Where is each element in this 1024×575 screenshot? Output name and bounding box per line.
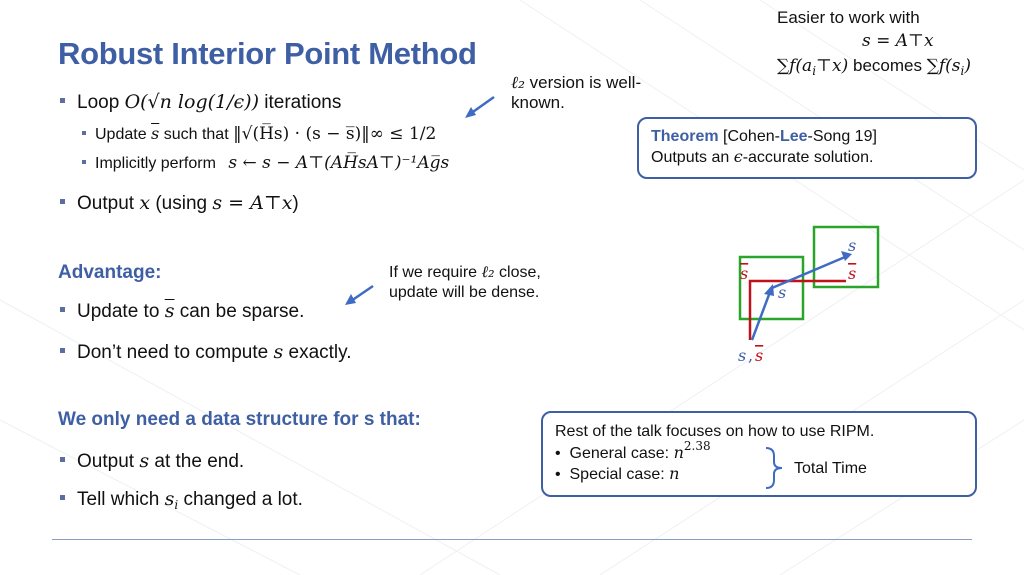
sub-bullet-marker — [82, 160, 86, 164]
top-note-sub-i: i — [812, 64, 817, 78]
update-mid: such that — [163, 126, 229, 143]
implicit-math: s ← s − A⊤(AH̅sA⊤)⁻¹Ag̅s — [228, 153, 450, 173]
arrow-to-mid-head — [764, 284, 774, 296]
bullet-output — [60, 192, 299, 215]
datastructure-item-1 — [60, 450, 244, 473]
label-s-mid: s — [778, 283, 787, 302]
bullet-marker — [60, 348, 65, 353]
ds-item1-s: s — [139, 450, 150, 472]
l2-note-line2: known. — [511, 93, 565, 112]
bullet-marker — [60, 495, 65, 500]
rest-line1: Rest of the talk focuses on how to use RIPM. — [555, 423, 875, 440]
dense-note-pre: If we require — [389, 264, 482, 281]
theorem-epsilon: ϵ — [733, 147, 743, 166]
implicit-label: Implicitly perform — [95, 155, 216, 172]
footer-rule — [52, 539, 972, 540]
update-math: ‖√(H̅s) · (s − s̅)‖∞ ≤ 1/2 — [233, 124, 437, 144]
theorem-line1 — [651, 127, 963, 147]
sub-bullet-marker — [82, 131, 86, 135]
ds-item2-post: changed a lot. — [183, 489, 303, 510]
dense-arrow — [340, 282, 380, 310]
rest-box — [541, 411, 977, 497]
top-note — [777, 8, 920, 28]
update-label: Update — [95, 126, 147, 143]
advantage-item1-pre: Update to — [77, 301, 160, 322]
rest-item1-n: n — [673, 443, 684, 462]
rest-bullet-dot: • — [555, 466, 570, 483]
advantage-item2-post: exactly. — [288, 342, 352, 363]
ds-item2-pre: Tell which — [77, 489, 160, 510]
advantage-item1-sbar: $\overline{s}$ — [164, 300, 175, 322]
advantage-heading: Advantage: — [58, 262, 162, 283]
bullet-marker — [60, 307, 65, 312]
top-note-line1: Easier to work with — [777, 8, 920, 27]
top-note-sum-a-end: ⊤x) — [816, 56, 849, 76]
ds-item2-s: s — [164, 488, 175, 510]
rest-bullet-dot: • — [555, 445, 570, 462]
output-end: ) — [292, 193, 299, 214]
top-note-sum-s: ∑f(s — [926, 56, 961, 76]
top-note-sum-s-end: ) — [964, 56, 971, 76]
red-path — [750, 281, 846, 340]
label-s-top: s — [848, 236, 857, 255]
top-note-formula: s = A⊤x — [862, 31, 934, 51]
loop-tail: iterations — [264, 92, 342, 113]
output-math: s = A⊤x — [212, 192, 293, 214]
iterate-diagram — [730, 220, 890, 370]
l2-symbol: ℓ₂ — [511, 73, 525, 93]
rest-item1-pre: General case: — [569, 445, 674, 462]
theorem-line2-pre: Outputs an — [651, 149, 734, 166]
label-bottom-sbar: s — [755, 346, 764, 365]
advantage-item-1 — [60, 300, 304, 323]
loop-math: O(√n log(1/ϵ)) — [124, 91, 259, 113]
output-mid: (using — [155, 193, 208, 214]
theorem-line2-post: -accurate solution. — [742, 149, 874, 166]
bullet-implicit — [82, 153, 449, 173]
update-sbar: $\overline{s}$ — [151, 124, 160, 143]
rest-item2-n: n — [669, 464, 680, 483]
output-label: Output — [77, 193, 135, 214]
theorem-cite-pre: [Cohen- — [718, 128, 780, 145]
theorem-box — [637, 117, 977, 179]
bullet-update — [82, 124, 436, 144]
l2-note-line1: version is well- — [524, 73, 642, 92]
ds-item2-sub: i — [174, 498, 179, 512]
label-bottom-comma: , — [748, 346, 754, 365]
total-time: Total Time — [794, 460, 867, 477]
arrow-to-mid — [752, 292, 770, 340]
l2-note — [511, 73, 641, 113]
bullet-loop — [60, 91, 341, 114]
theorem-name: Theorem — [651, 128, 719, 145]
theorem-cite-lee: Lee — [779, 128, 808, 145]
dense-note-l2: ℓ₂ — [481, 262, 495, 281]
rest-item-2 — [555, 464, 963, 485]
theorem-line2 — [651, 147, 963, 168]
theorem-cite-post: -Song 19] — [807, 128, 877, 145]
top-note-becomes-word: becomes — [848, 56, 927, 75]
slide-title: Robust Interior Point Method — [58, 36, 477, 71]
datastructure-item-2 — [60, 488, 303, 511]
rest-item1-exp: 2.38 — [683, 439, 711, 453]
datastructure-heading: We only need a data structure for s that: — [58, 409, 421, 430]
label-sbar-right: s — [848, 264, 857, 283]
loop-label: Loop — [77, 92, 120, 113]
rest-item2-pre: Special case: — [569, 466, 670, 483]
rest-item-1 — [555, 439, 963, 464]
top-note-sub-i2: i — [960, 64, 965, 78]
label-bottom-s: s — [738, 346, 747, 365]
label-sbar-left: s — [740, 264, 749, 283]
bullet-marker — [60, 457, 65, 462]
ds-item1-post: at the end. — [154, 451, 245, 472]
dense-note-post: close, — [494, 264, 541, 281]
brace-icon — [764, 446, 786, 490]
l2-arrow — [460, 92, 500, 122]
dense-note — [389, 262, 541, 303]
top-note-sum-a: ∑f(a — [777, 56, 813, 76]
bullet-marker — [60, 98, 65, 103]
advantage-item1-post: can be sparse. — [179, 301, 305, 322]
top-note-becomes — [777, 56, 971, 77]
bullet-marker — [60, 199, 65, 204]
output-x: x — [139, 192, 151, 214]
advantage-item2-s: s — [273, 341, 284, 363]
advantage-item-2 — [60, 341, 352, 364]
dense-note-line2: update will be dense. — [389, 284, 540, 301]
advantage-item2-pre: Don’t need to compute — [77, 342, 269, 363]
ds-item1-pre: Output — [77, 451, 135, 472]
